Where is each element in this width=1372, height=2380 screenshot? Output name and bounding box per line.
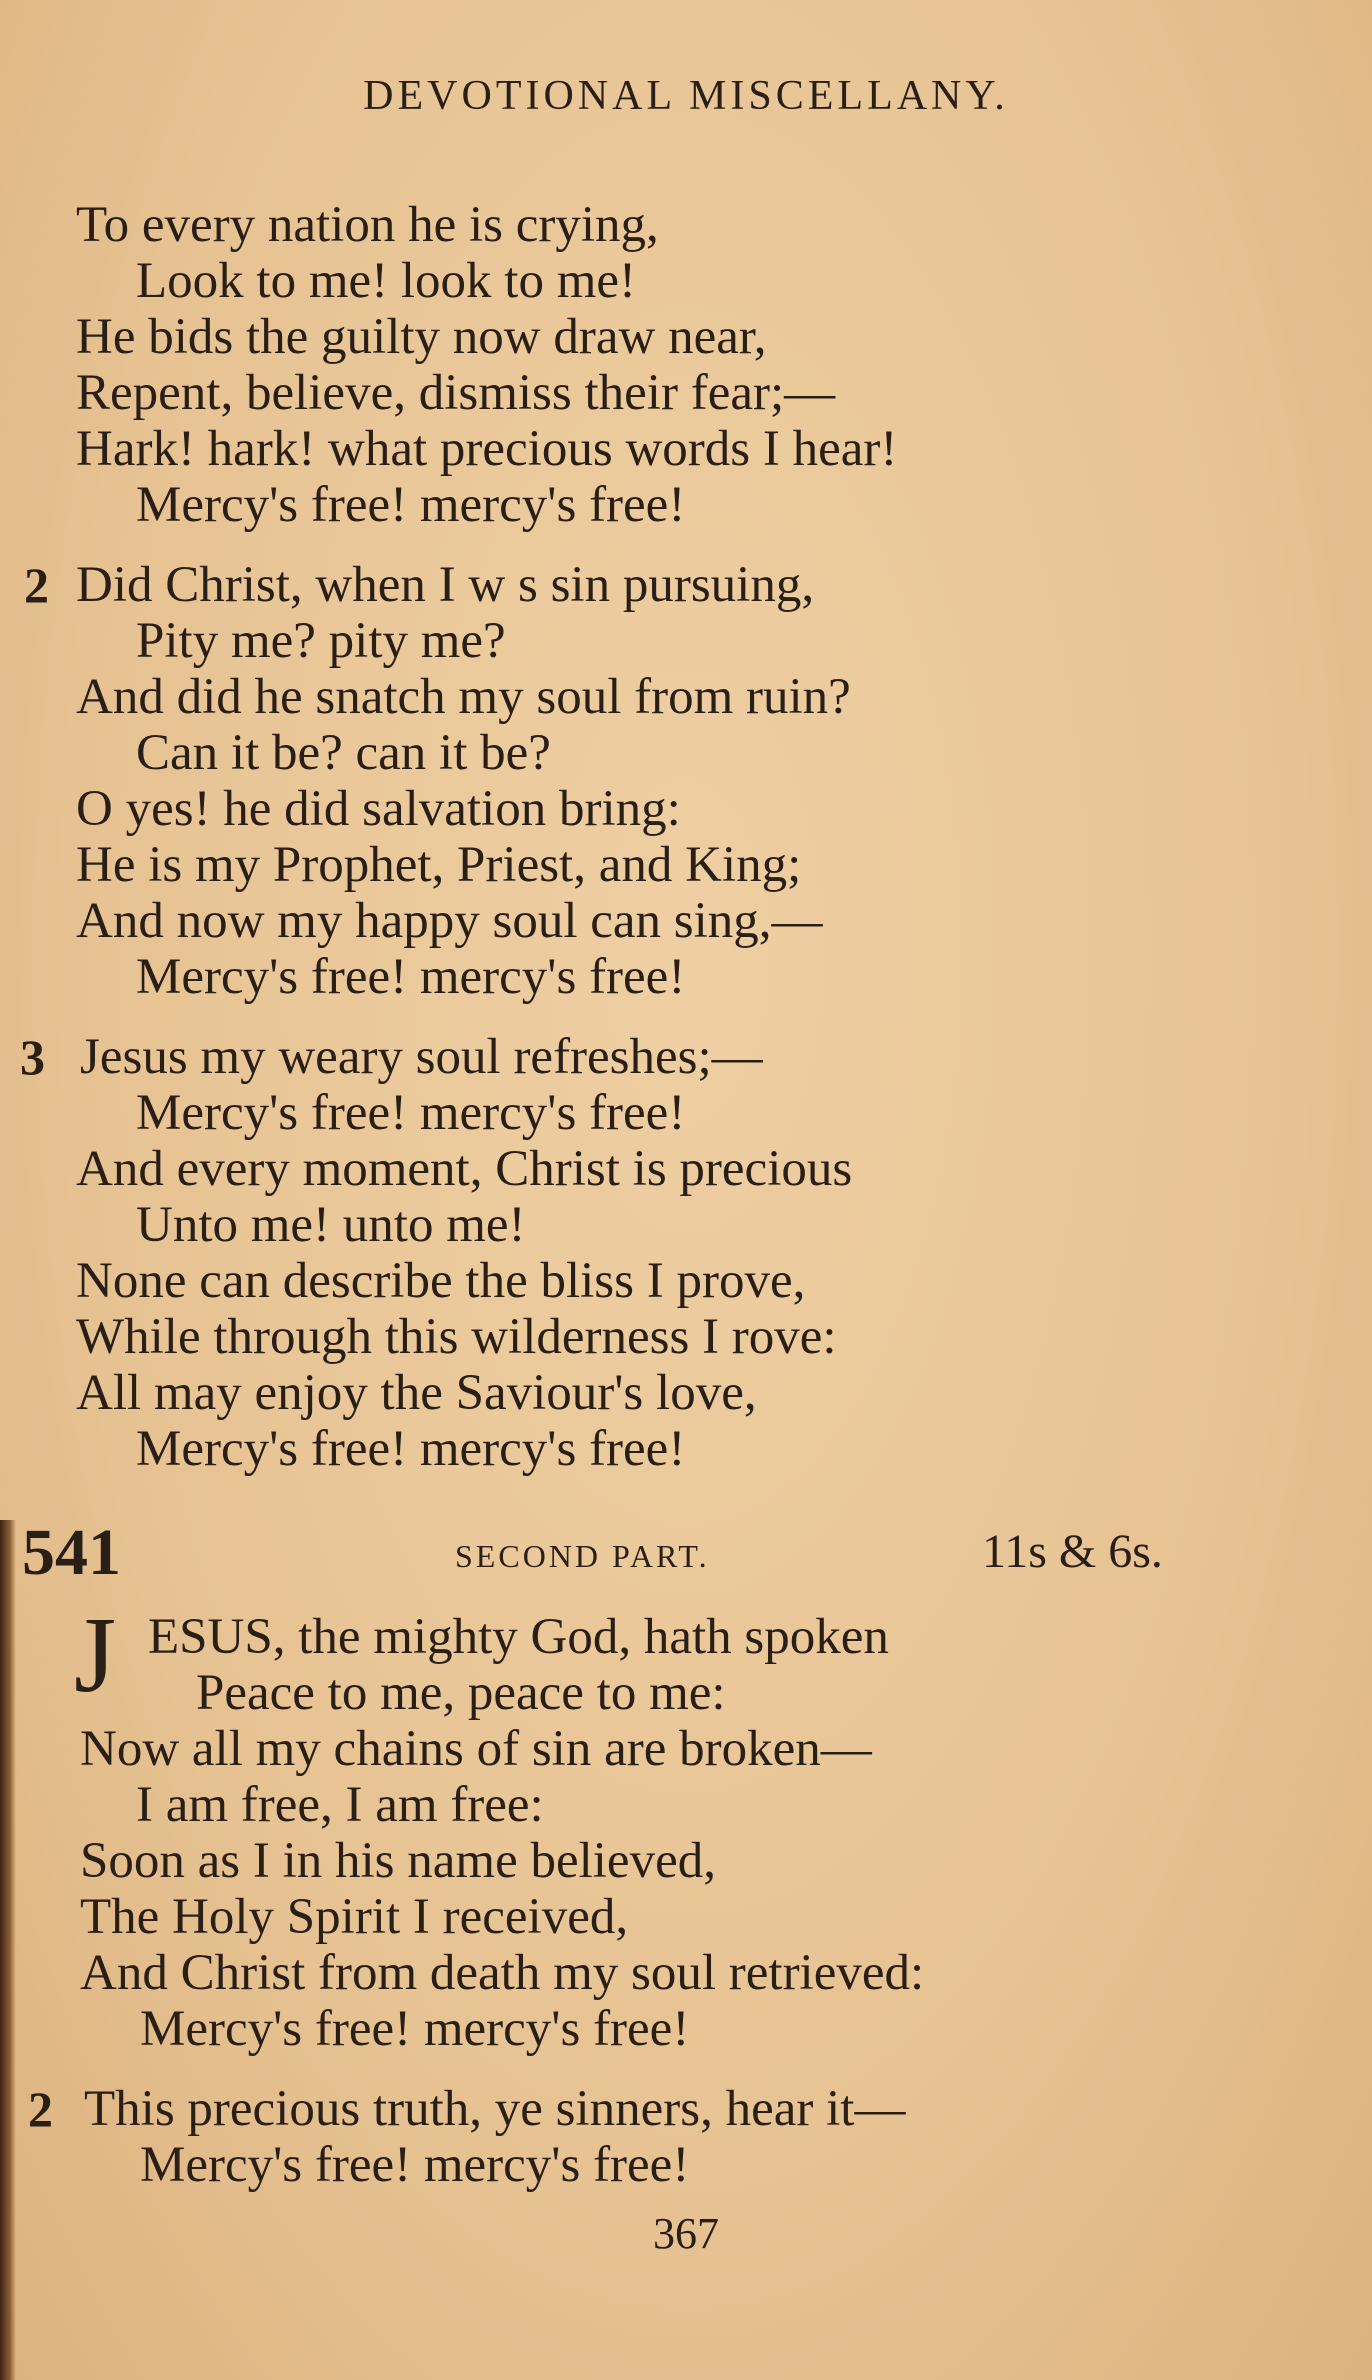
verse-line: Hark! hark! what precious words I hear! (76, 421, 898, 477)
running-header: DEVOTIONAL MISCELLANY. (363, 73, 1009, 119)
verse-line: ESUS, the mighty God, hath spoken (148, 1609, 889, 1665)
hymn-number: 541 (22, 1516, 121, 1589)
verse-line: The Holy Spirit I received, (80, 1889, 629, 1945)
verse-line: Look to me! look to me! (136, 253, 636, 309)
verse-line: All may enjoy the Saviour's love, (76, 1365, 757, 1421)
verse-line: And did he snatch my soul from ruin? (76, 669, 851, 725)
verse-line: None can describe the bliss I prove, (76, 1253, 806, 1309)
hymn-meter: 11s & 6s. (982, 1525, 1163, 1578)
verse-line: And now my happy soul can sing,— (76, 893, 823, 949)
verse-line: Mercy's free! mercy's free! (140, 2001, 690, 2057)
verse-line: He is my Prophet, Priest, and King; (76, 837, 802, 893)
verse-line: Repent, believe, dismiss their fear;— (76, 365, 836, 421)
hymn-part-title: SECOND PART. (455, 1538, 710, 1574)
verse-line: Mercy's free! mercy's free! (140, 2137, 690, 2193)
verse-line: He bids the guilty now draw near, (76, 309, 767, 365)
page-number: 367 (653, 2209, 719, 2258)
verse-line: And every moment, Christ is precious (76, 1141, 853, 1197)
stanza-number: 2 (28, 2081, 53, 2137)
stanza-number: 3 (20, 1029, 45, 1085)
verse-line: Soon as I in his name believed, (80, 1833, 716, 1889)
drop-cap: J (74, 1596, 117, 1715)
verse-line: O yes! he did salvation bring: (76, 781, 681, 837)
verse-line: And Christ from death my soul retrieved: (80, 1945, 925, 2001)
verse-line: I am free, I am free: (136, 1777, 544, 1833)
verse-line: While through this wilderness I rove: (76, 1309, 837, 1365)
verse-line: Mercy's free! mercy's free! (136, 477, 686, 533)
verse-line: Mercy's free! mercy's free! (136, 1085, 686, 1141)
verse-line: Unto me! unto me! (136, 1197, 526, 1253)
verse-line: This precious truth, ye sinners, hear it— (84, 2081, 906, 2137)
verse-line: Mercy's free! mercy's free! (136, 1421, 686, 1477)
stanza-number: 2 (24, 557, 49, 613)
verse-line: Mercy's free! mercy's free! (136, 949, 686, 1005)
verse-line: Did Christ, when I w s sin pursuing, (76, 557, 815, 613)
verse-line: Now all my chains of sin are broken— (80, 1721, 872, 1777)
verse-line: Can it be? can it be? (136, 725, 551, 781)
verse-line: Jesus my weary soul refreshes;— (80, 1029, 763, 1085)
verse-line: Pity me? pity me? (136, 613, 506, 669)
verse-line: Peace to me, peace to me: (196, 1665, 726, 1721)
verse-line: To every nation he is crying, (76, 197, 659, 253)
